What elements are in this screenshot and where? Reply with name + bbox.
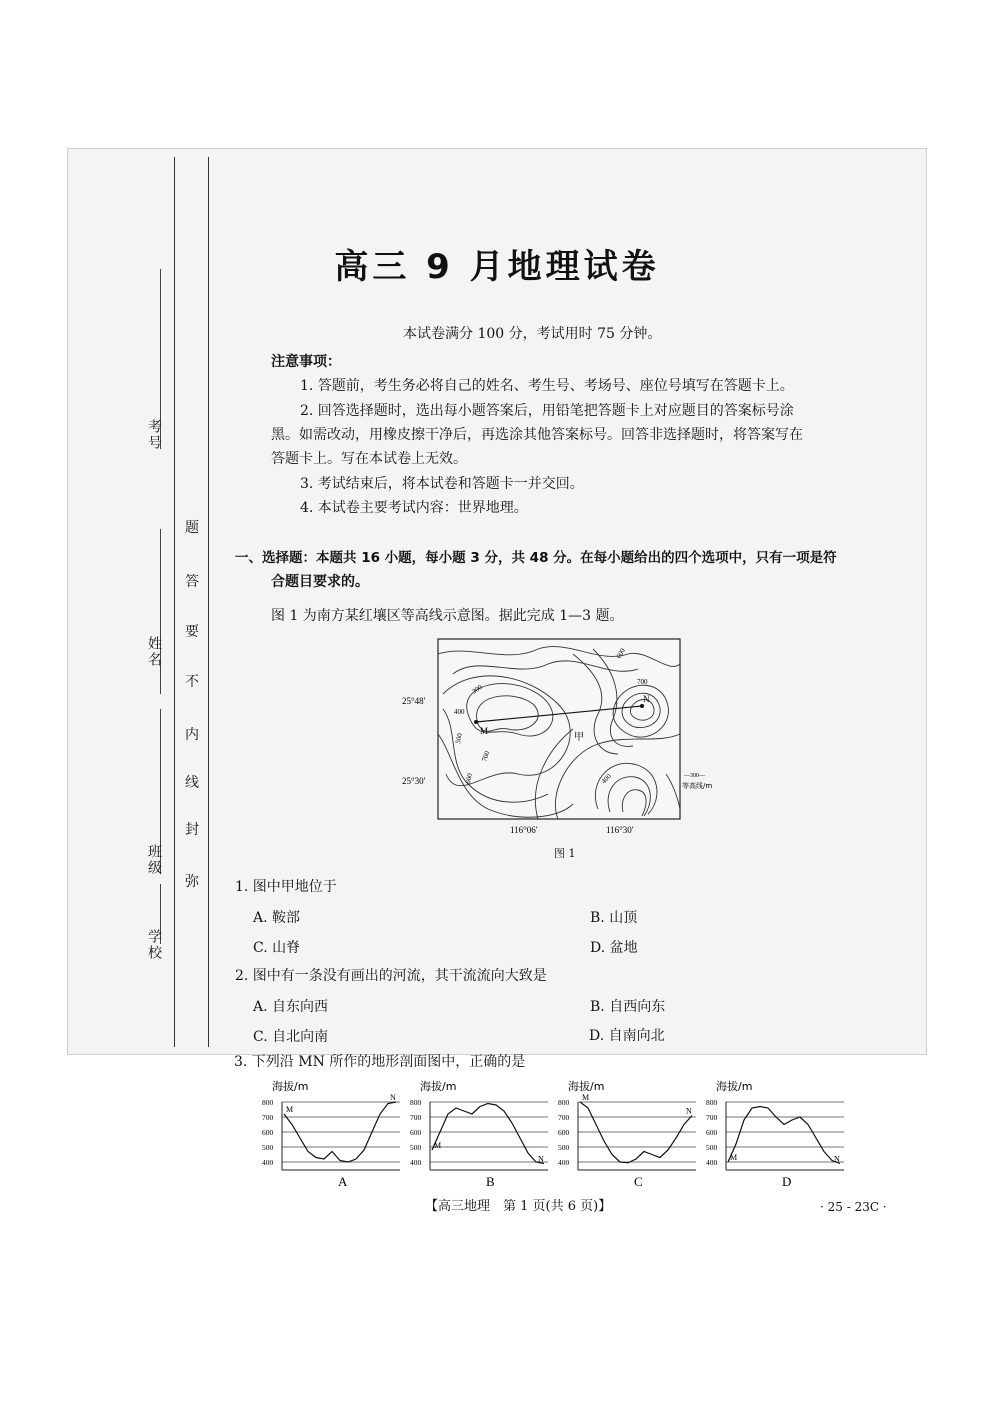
seal-char: 内 xyxy=(185,727,199,743)
profile-tick-label: 800 xyxy=(706,1098,718,1107)
contour-label: 700 xyxy=(480,750,492,763)
notice-line: 黑。如需改动，用橡皮擦干净后，再选涂其他答案标号。回答非选择题时，将答案写在 xyxy=(271,427,803,443)
profile-tick-label: 800 xyxy=(558,1098,570,1107)
profile-option-letter: B xyxy=(486,1174,495,1189)
footer-page: 【高三地理 第 1 页(共 6 页)】 xyxy=(425,1199,612,1214)
profile-tick-label: 700 xyxy=(706,1113,718,1122)
profile-tick-label: 400 xyxy=(558,1158,570,1167)
name-label: 姓名 xyxy=(146,636,162,668)
point-n-dot xyxy=(640,704,644,708)
contour-label: 300 xyxy=(470,683,484,696)
seal-char: 不 xyxy=(185,674,199,690)
profile-curve xyxy=(728,1107,840,1164)
profile-A xyxy=(262,1080,400,1189)
name-blank xyxy=(160,529,161,694)
margin-line-outer xyxy=(174,157,175,1047)
profile-tick-label: 500 xyxy=(410,1143,422,1152)
contour-label: 700 xyxy=(637,678,648,686)
profile-tick-label: 500 xyxy=(706,1143,718,1152)
footer-code: · 25 - 23C · xyxy=(820,1200,887,1214)
contour-label: 600 xyxy=(614,646,627,660)
notice-line: 2. 回答选择题时，选出每小题答案后，用铅笔把答题卡上对应题目的答案标号涂 xyxy=(300,403,794,419)
school-label: 学校 xyxy=(146,929,162,961)
point-m-dot xyxy=(474,720,478,724)
contour-label: 400 xyxy=(599,772,613,786)
profile-n-label: N xyxy=(538,1154,544,1164)
profile-tick-label: 700 xyxy=(262,1113,274,1122)
lon-label-right: 116°30′ xyxy=(606,825,634,834)
point-n-label: N xyxy=(643,694,650,704)
profile-m-label: M xyxy=(730,1153,738,1162)
option-c[interactable]: C. 自北向南 xyxy=(253,1029,329,1045)
question-stem: 1. 图中甲地位于 xyxy=(235,879,337,895)
notice-line: 3. 考试结束后，将本试卷和答题卡一并交回。 xyxy=(300,476,584,492)
seal-char: 线 xyxy=(185,775,199,791)
seal-char: 题 xyxy=(185,520,199,536)
profile-n-label: N xyxy=(390,1093,396,1102)
profile-tick-label: 600 xyxy=(262,1128,274,1137)
profile-tick-label: 800 xyxy=(262,1098,274,1107)
profile-tick-label: 600 xyxy=(558,1128,570,1137)
legend-label: 等高线/m xyxy=(682,782,713,790)
exam-info: 本试卷满分 100 分，考试用时 75 分钟。 xyxy=(403,326,662,342)
profile-tick-label: 400 xyxy=(410,1158,422,1167)
profile-C xyxy=(558,1080,696,1189)
notice-line: 4. 本试卷主要考试内容：世界地理。 xyxy=(300,500,528,516)
option-c[interactable]: C. 山脊 xyxy=(253,940,301,956)
profile-m-label: M xyxy=(286,1105,294,1114)
option-a[interactable]: A. 自东向西 xyxy=(253,999,329,1015)
profile-tick-label: 600 xyxy=(706,1128,718,1137)
legend-value: —300— xyxy=(684,773,705,779)
question-stem: 3. 下列沿 MN 所作的地形剖面图中，正确的是 xyxy=(234,1054,526,1070)
profile-tick-label: 500 xyxy=(262,1143,274,1152)
section-heading-cont: 合题目要求的。 xyxy=(271,574,369,590)
seal-char: 要 xyxy=(185,624,199,640)
seal-char: 弥 xyxy=(185,874,199,890)
class-label: 班级 xyxy=(146,844,162,876)
notice-line: 答题卡上。写在本试卷上无效。 xyxy=(271,451,467,467)
option-b[interactable]: B. 自西向东 xyxy=(590,999,666,1015)
lat-label-bottom: 25°30′ xyxy=(402,776,426,786)
profile-tick-label: 600 xyxy=(410,1128,422,1137)
option-d[interactable]: D. 自南向北 xyxy=(589,1028,665,1044)
profile-n-label: N xyxy=(686,1106,692,1116)
profile-tick-label: 500 xyxy=(558,1143,570,1152)
profile-m-label: M xyxy=(434,1141,442,1150)
profile-curve xyxy=(432,1104,544,1164)
margin-line-inner xyxy=(208,157,209,1047)
lat-label-top: 25°48′ xyxy=(402,696,426,706)
section-heading: 一、选择题：本题共 16 小题，每小题 3 分，共 48 分。在每小题给出的四个选项中，只有一项是符 xyxy=(235,550,837,566)
profile-option-letter: A xyxy=(338,1174,348,1189)
seal-char: 封 xyxy=(185,822,199,838)
exam-sheet xyxy=(67,148,927,1055)
contour-label: 400 xyxy=(454,708,465,716)
option-a[interactable]: A. 鞍部 xyxy=(253,910,301,926)
profile-D xyxy=(706,1080,844,1189)
page-title: 高三 9 月地理试卷 xyxy=(334,247,660,287)
notice-line: 1. 答题前，考生务必将自己的姓名、考生号、考场号、座位号填写在答题卡上。 xyxy=(300,378,794,394)
profile-option-letter: D xyxy=(782,1174,792,1189)
point-m-label: M xyxy=(480,726,489,736)
question-stem: 2. 图中有一条没有画出的河流，其干流流向大致是 xyxy=(235,968,547,984)
profile-charts xyxy=(260,1080,860,1190)
place-jia-label: 甲 xyxy=(574,732,584,743)
exam-no-label: 考号 xyxy=(146,419,162,451)
profile-y-label: 海拔/m xyxy=(272,1080,309,1093)
profile-m-label: M xyxy=(582,1093,590,1102)
profile-n-label: N xyxy=(834,1154,840,1164)
contour-label: 600 xyxy=(464,772,474,785)
profile-y-label: 海拔/m xyxy=(420,1080,457,1093)
profile-curve xyxy=(580,1102,692,1163)
profile-tick-label: 700 xyxy=(410,1113,422,1122)
contour-label: 500 xyxy=(454,732,464,745)
option-d[interactable]: D. 盆地 xyxy=(590,940,638,956)
lon-label-left: 116°06′ xyxy=(510,825,538,834)
map-caption: 图 1 xyxy=(554,847,576,860)
profile-option-letter: C xyxy=(634,1174,643,1189)
question-intro: 图 1 为南方某红壤区等高线示意图。据此完成 1—3 题。 xyxy=(271,608,624,624)
profile-tick-label: 400 xyxy=(262,1158,274,1167)
notice-heading: 注意事项： xyxy=(271,354,341,370)
profile-y-label: 海拔/m xyxy=(716,1080,753,1093)
profile-B xyxy=(410,1080,548,1189)
profile-tick-label: 400 xyxy=(706,1158,718,1167)
option-b[interactable]: B. 山顶 xyxy=(590,910,638,926)
profile-tick-label: 700 xyxy=(558,1113,570,1122)
profile-tick-label: 800 xyxy=(410,1098,422,1107)
contour-map xyxy=(398,634,728,834)
seal-char: 答 xyxy=(185,574,199,590)
profile-y-label: 海拔/m xyxy=(568,1080,605,1093)
